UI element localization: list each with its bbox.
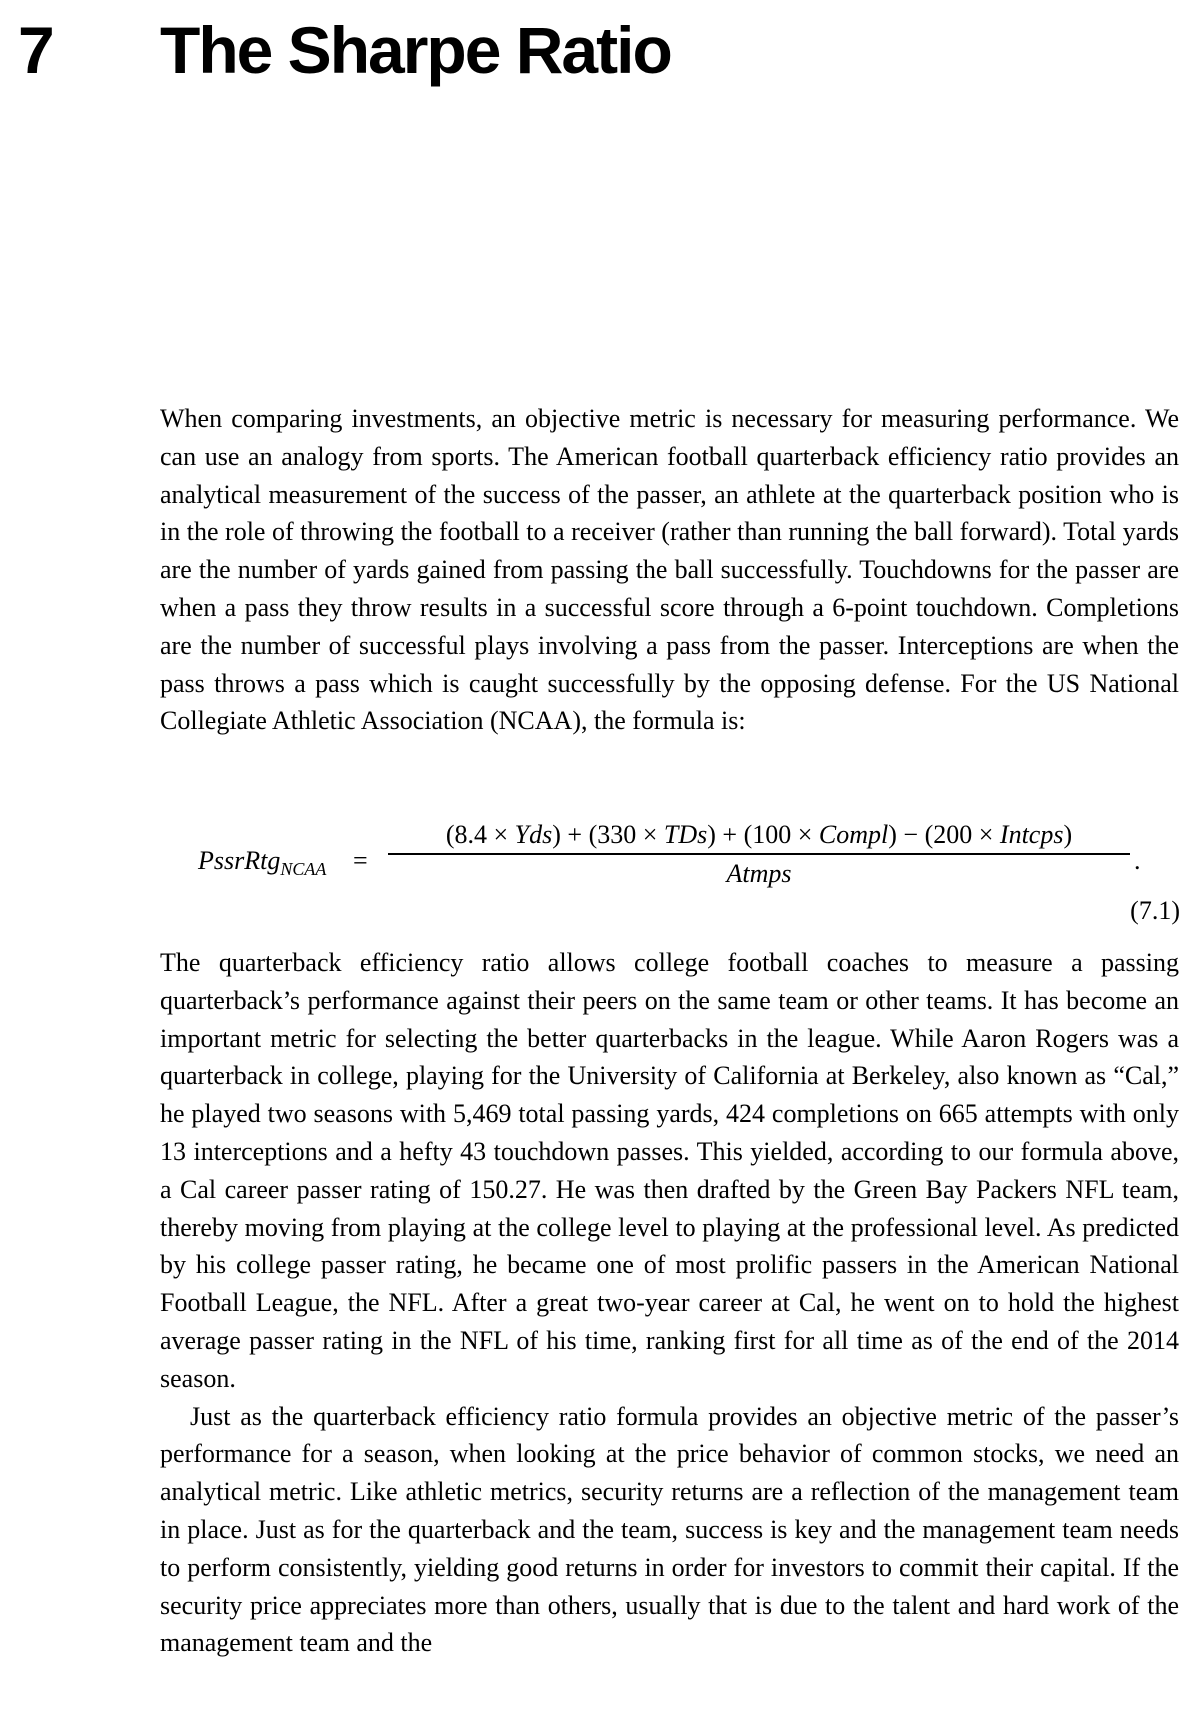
paragraph-2-text: The quarterback efficiency ratio allows college football coaches to measure a passing quarterback’s performance against their peers on the same team or other teams. It has become an important metric for selecting the better quarterbacks in the league. While Aaron Rogers was a quarterback in college, playing for the University of California at Berkeley, also known as “Cal,” he played two seasons with 5,469 total passing yards, 424 completions on 665 attempts with only 13 interceptions and a hefty 43 touchdown passes. This yielded, according to our formula above, a Cal career passer rating of 150.27. He was then drafted by the Green Bay Packers NFL team, thereby moving from playing at the college level to playing at the professional level. As predicted by his college passer rating, he became one of most prolific passers in the American National Football League, the NFL. After a great two-year career at Cal, he went on to hold the highest average passer rating in the NFL of his time, ranking first for all time as of the end of the 2014 season. bbox=[160, 948, 1179, 1393]
paragraph-block bbox=[160, 944, 1179, 1662]
chapter-number: 7 bbox=[18, 13, 54, 87]
equation-lhs bbox=[198, 846, 326, 880]
paragraph-3-text: Just as the quarterback efficiency ratio formula provides an objective metric of the passer’s performance for a season, when looking at the price behavior of common stocks, we need an analytical metric. Like athletic metrics, security returns are a reflection of the management team in place. Just as for the quarterback and the team, success is key and the management team needs to perform consistently, yielding good returns in order for investors to commit their capital. If the security price appreciates more than others, usually that is due to the talent and hard work of the management team and the bbox=[160, 1401, 1179, 1658]
equation-period: . bbox=[1134, 846, 1141, 875]
equation-number: (7.1) bbox=[1130, 896, 1180, 925]
equation-lhs-symbol: PssrRtg bbox=[198, 846, 281, 875]
paragraph-1-text: When comparing investments, an objective metric is necessary for measuring performance. We can use an analogy from sports. The American football quarterback efficiency ratio provides an analytical measurement of the success of the passer, an athlete at the quarterback position who is in the role of throwing the football to a receiver (rather than running the ball forward). Total yards are the number of yards gained from passing the ball successfully. Touchdowns for the passer are when a pass they throw results in a successful score through a 6-point touchdown. Completions are the number of successful plays involving a pass from the passer. Interceptions are when the pass throws a pass which is caught successfully by the opposing defense. For the US National Collegiate Athletic Association (NCAA), the formula is: bbox=[160, 404, 1179, 736]
fraction-bar bbox=[388, 853, 1130, 855]
equation-numerator: (8.4 × Yds) + (330 × TDs) + (100 × Compl) − (200 × Intcps) bbox=[445, 820, 1073, 849]
equation-denominator: Atmps bbox=[726, 858, 792, 888]
chapter-title: The Sharpe Ratio bbox=[160, 13, 671, 87]
equation-fraction bbox=[388, 820, 1130, 889]
equation-7-1 bbox=[190, 810, 1180, 925]
equation-lhs-subscript: NCAA bbox=[280, 859, 327, 879]
equation-equals-sign: = bbox=[353, 846, 368, 875]
paragraph-intro bbox=[160, 400, 1179, 740]
